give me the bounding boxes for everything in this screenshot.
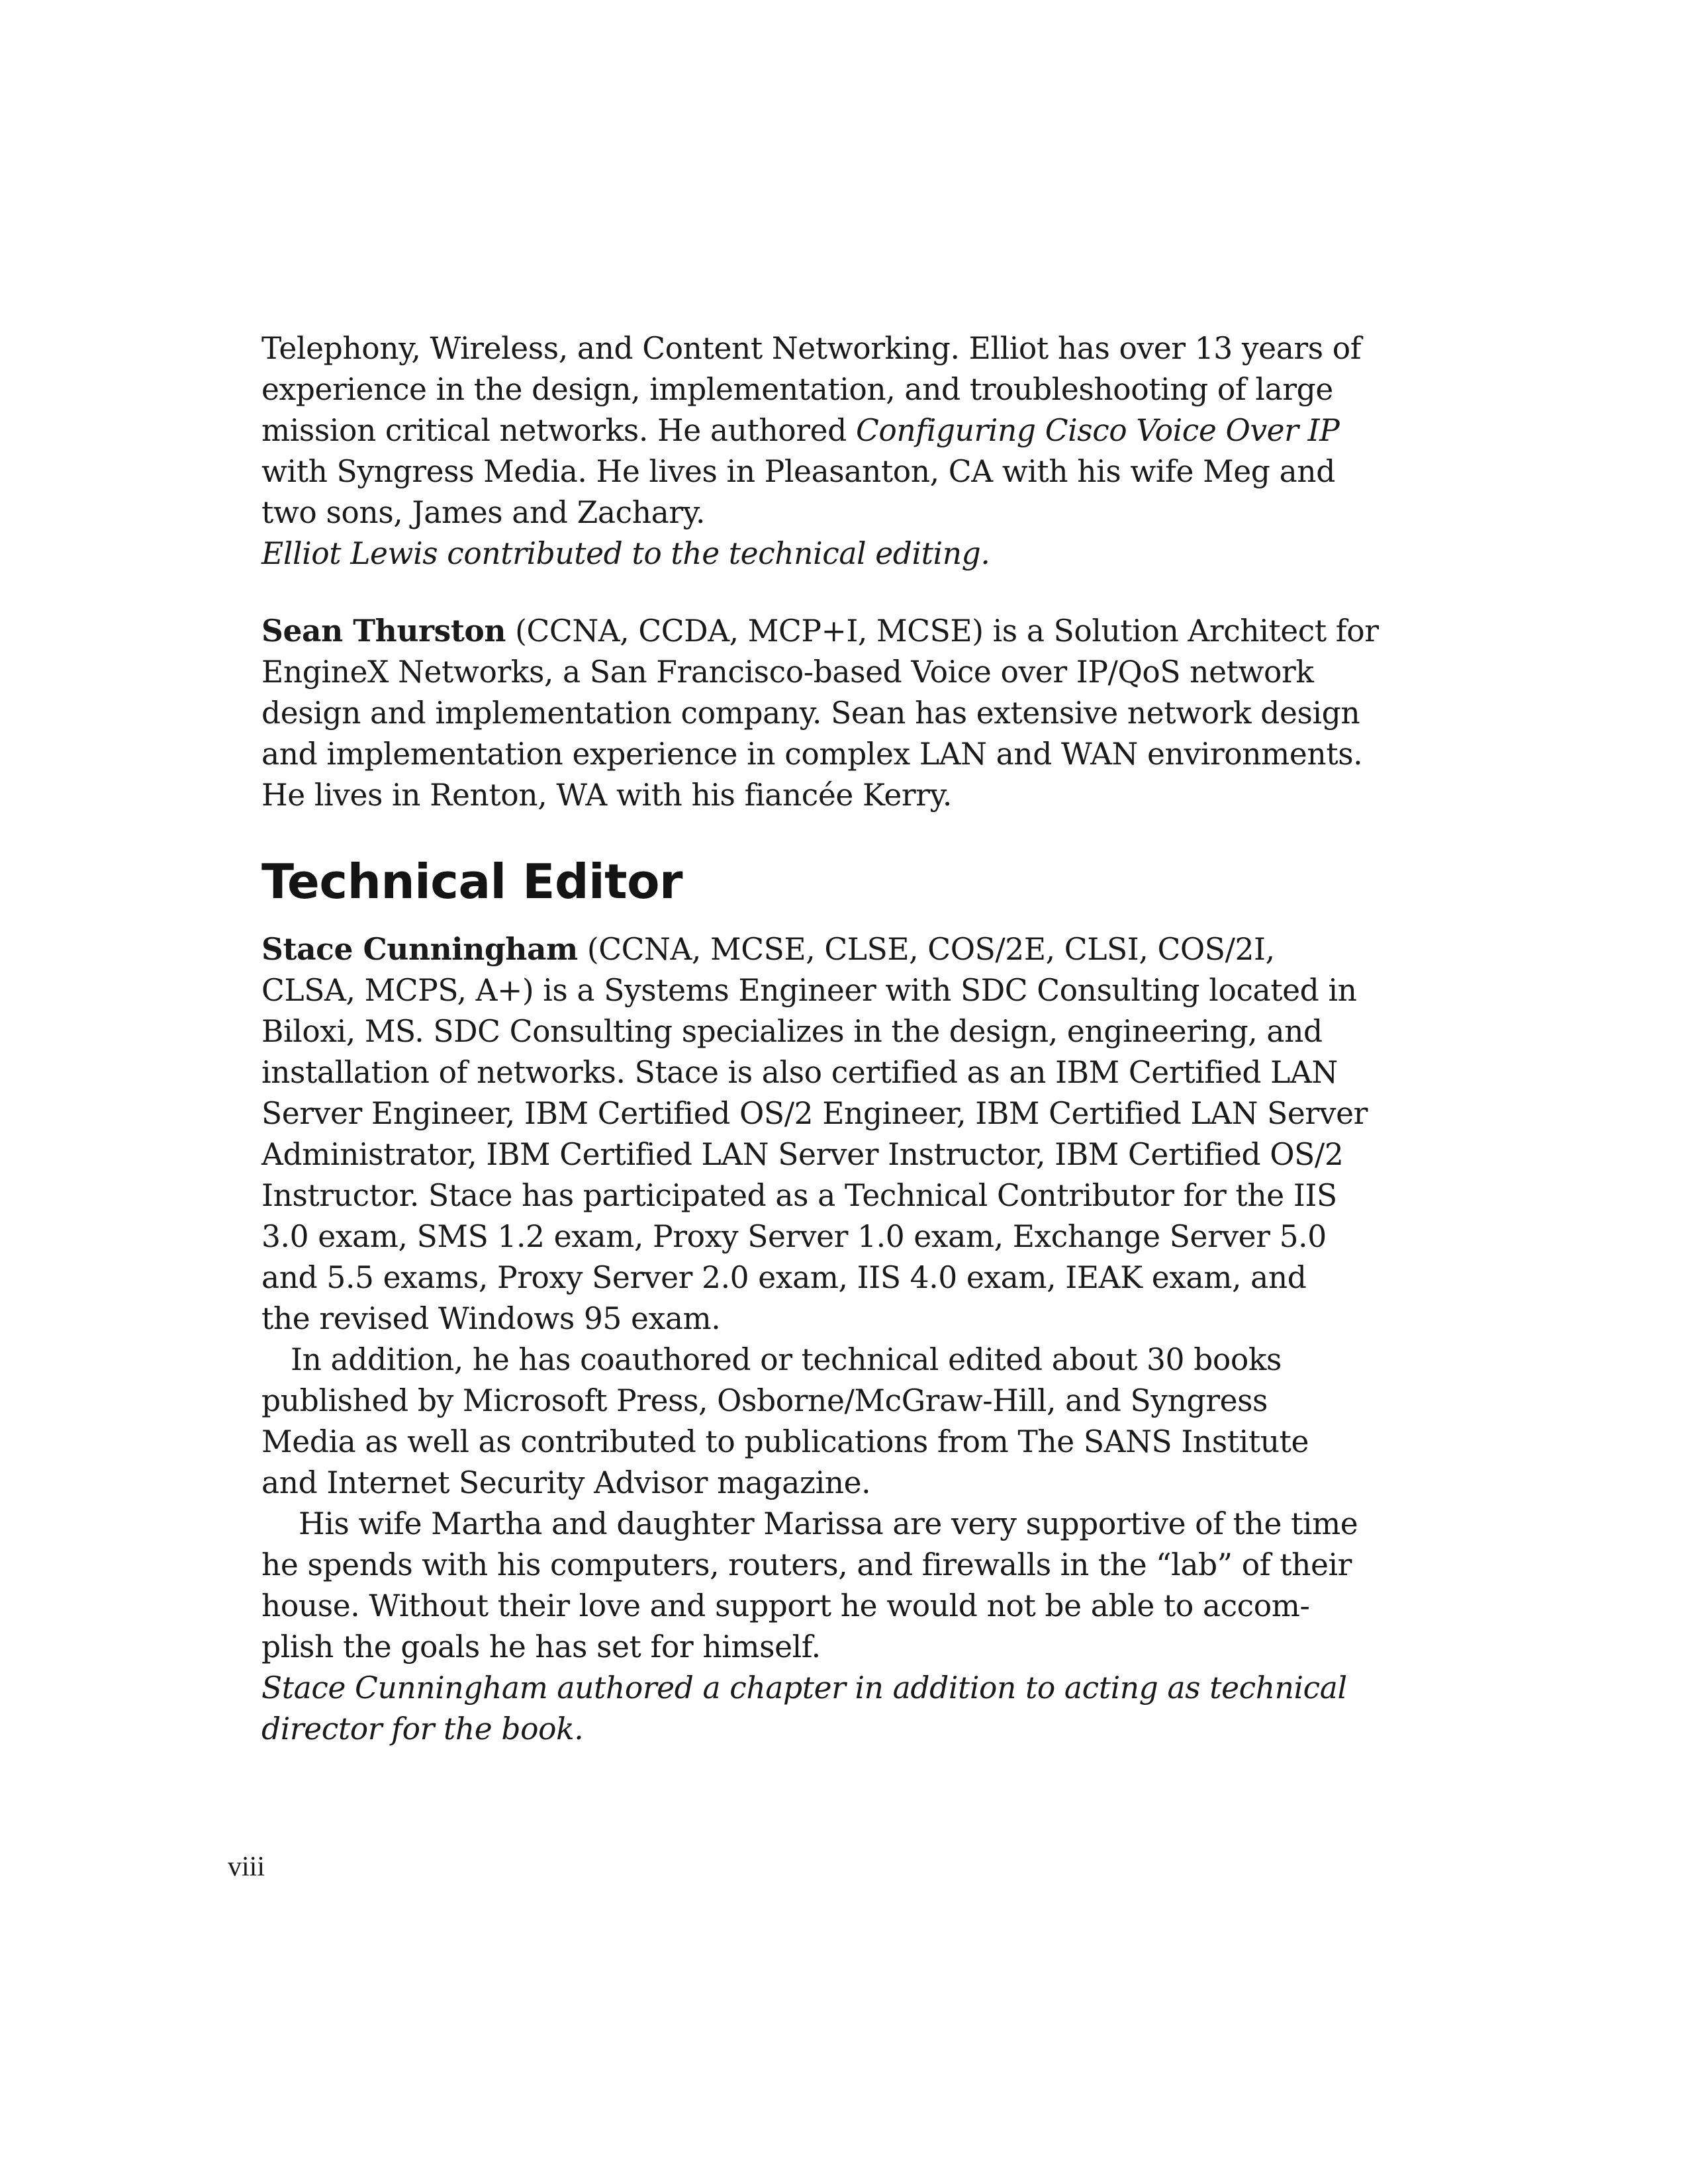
contribution-note: Elliot Lewis contributed to the technical editing. [261, 536, 990, 571]
text-line: Server Engineer, IBM Certified OS/2 Engineer, IBM Certified LAN Server [261, 1096, 1368, 1131]
section-heading: Technical Editor [261, 854, 683, 909]
text-run: (CCNA, MCSE, CLSE, COS/2E, CLSI, COS/2I, [577, 932, 1275, 967]
text-line: and Internet Security Advisor magazine. [261, 1465, 871, 1500]
text-run: mission critical networks. He authored [261, 413, 856, 448]
author-name: Sean Thurston [261, 613, 506, 649]
text-line: published by Microsoft Press, Osborne/McGraw-Hill, and Syngress [261, 1383, 1268, 1418]
page-number: viii [228, 1852, 265, 1882]
text-line: His wife Martha and daughter Marissa are very supportive of the time [299, 1506, 1358, 1541]
text-line [261, 410, 1374, 451]
author-name: Stace Cunningham [261, 931, 578, 967]
text-line: Telephony, Wireless, and Content Networking. Elliot has over 13 years of [261, 331, 1362, 366]
text-line: the revised Windows 95 exam. [261, 1301, 721, 1336]
text-line: Administrator, IBM Certified LAN Server Instructor, IBM Certified OS/2 [261, 1137, 1344, 1172]
bio-elliot-lewis [261, 328, 1374, 574]
text-line: and 5.5 exams, Proxy Server 2.0 exam, IIS 4.0 exam, IEAK exam, and [261, 1260, 1307, 1295]
page-content [261, 328, 1379, 1750]
text-line: EngineX Networks, a San Francisco-based Voice over IP/QoS network [261, 655, 1314, 690]
bio-stace-cunningham [261, 929, 1374, 1750]
text-run: (CCNA, CCDA, MCP+I, MCSE) is a Solution Architect for [506, 614, 1379, 649]
contribution-note: Stace Cunningham authored a chapter in addition to acting as technical [261, 1670, 1347, 1706]
text-line: Biloxi, MS. SDC Consulting specializes in the design, engineering, and [261, 1014, 1323, 1049]
text-line: he spends with his computers, routers, and firewalls in the “lab” of their [261, 1547, 1352, 1582]
text-line [261, 929, 1374, 970]
text-line: 3.0 exam, SMS 1.2 exam, Proxy Server 1.0 exam, Exchange Server 5.0 [261, 1219, 1327, 1254]
text-line: experience in the design, implementation, and troubleshooting of large [261, 372, 1333, 407]
text-line: design and implementation company. Sean has extensive network design [261, 696, 1360, 731]
text-line [261, 610, 1379, 652]
contribution-note: director for the book. [261, 1711, 584, 1747]
text-line: Media as well as contributed to publications from The SANS Institute [261, 1424, 1309, 1459]
book-title: Configuring Cisco Voice Over IP [855, 413, 1340, 448]
text-line: plish the goals he has set for himself. [261, 1629, 821, 1664]
text-line: CLSA, MCPS, A+) is a Systems Engineer with SDC Consulting located in [261, 973, 1357, 1008]
text-line: Instructor. Stace has participated as a Technical Contributor for the IIS [261, 1178, 1337, 1213]
text-line: house. Without their love and support he would not be able to accom- [261, 1588, 1310, 1623]
paragraph-spacer [261, 574, 1374, 610]
text-line: installation of networks. Stace is also certified as an IBM Certified LAN [261, 1055, 1338, 1090]
text-line: two sons, James and Zachary. [261, 495, 706, 530]
text-line: and implementation experience in complex LAN and WAN environments. [261, 737, 1363, 772]
text-line: with Syngress Media. He lives in Pleasanton, CA with his wife Meg and [261, 454, 1335, 489]
text-line: He lives in Renton, WA with his fiancée Kerry. [261, 778, 952, 813]
bio-sean-thurston [261, 610, 1379, 816]
text-line: In addition, he has coauthored or technical edited about 30 books [291, 1342, 1282, 1377]
